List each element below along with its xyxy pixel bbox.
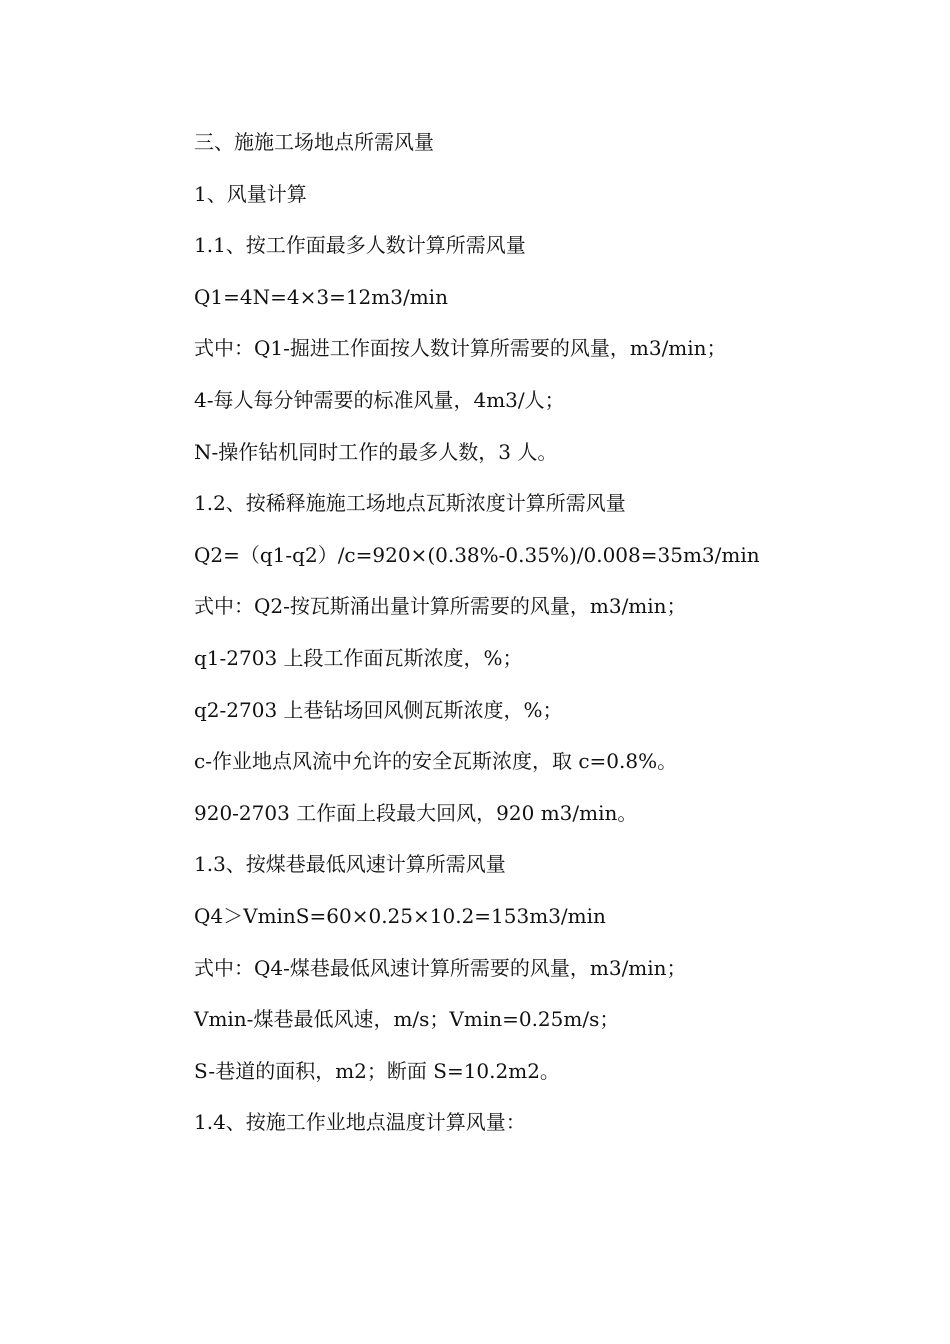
definition-line: 式中：Q2-按瓦斯涌出量计算所需要的风量，m3/min； (194, 594, 687, 619)
definition-line: 式中：Q4-煤巷最低风速计算所需要的风量，m3/min； (194, 955, 687, 980)
subsection-heading-1-1: 1.1、按工作面最多人数计算所需风量 (194, 233, 526, 258)
definition-line: N-操作钻机同时工作的最多人数，3 人。 (194, 439, 558, 464)
definition-line: Vmin-煤巷最低风速，m/s；Vmin=0.25m/s； (194, 1007, 620, 1032)
definition-line: S-巷道的面积，m2；断面 S=10.2m2。 (194, 1058, 560, 1083)
subsection-heading-1-3: 1.3、按煤巷最低风速计算所需风量 (194, 852, 506, 877)
formula-q1: Q1=4N=4×3=12m3/min (194, 284, 448, 309)
section-heading: 三、施施工场地点所需风量 (194, 130, 434, 154)
subsection-heading: 1、风量计算 (194, 181, 307, 206)
subsection-heading-1-2: 1.2、按稀释施施工场地点瓦斯浓度计算所需风量 (194, 491, 626, 516)
definition-line: q2-2703 上巷钻场回风侧瓦斯浓度，%； (194, 697, 563, 722)
definition-line: q1-2703 上段工作面瓦斯浓度，%； (194, 645, 523, 670)
definition-line: 4-每人每分钟需要的标准风量，4m3/人； (194, 387, 565, 412)
document-body (194, 117, 834, 1149)
subsection-heading-1-4: 1.4、按施工作业地点温度计算风量： (194, 1110, 526, 1135)
definition-line: c-作业地点风流中允许的安全瓦斯浓度，取 c=0.8%。 (194, 749, 678, 774)
formula-q2: Q2=（q1-q2）/c=920×(0.38%-0.35%)/0.008=35m3/min (194, 542, 760, 567)
definition-line: 式中：Q1-掘进工作面按人数计算所需要的风量，m3/min； (194, 336, 727, 361)
formula-q4: Q4＞VminS=60×0.25×10.2=153m3/min (194, 903, 606, 928)
definition-line: 920-2703 工作面上段最大回风，920 m3/min。 (194, 800, 638, 825)
